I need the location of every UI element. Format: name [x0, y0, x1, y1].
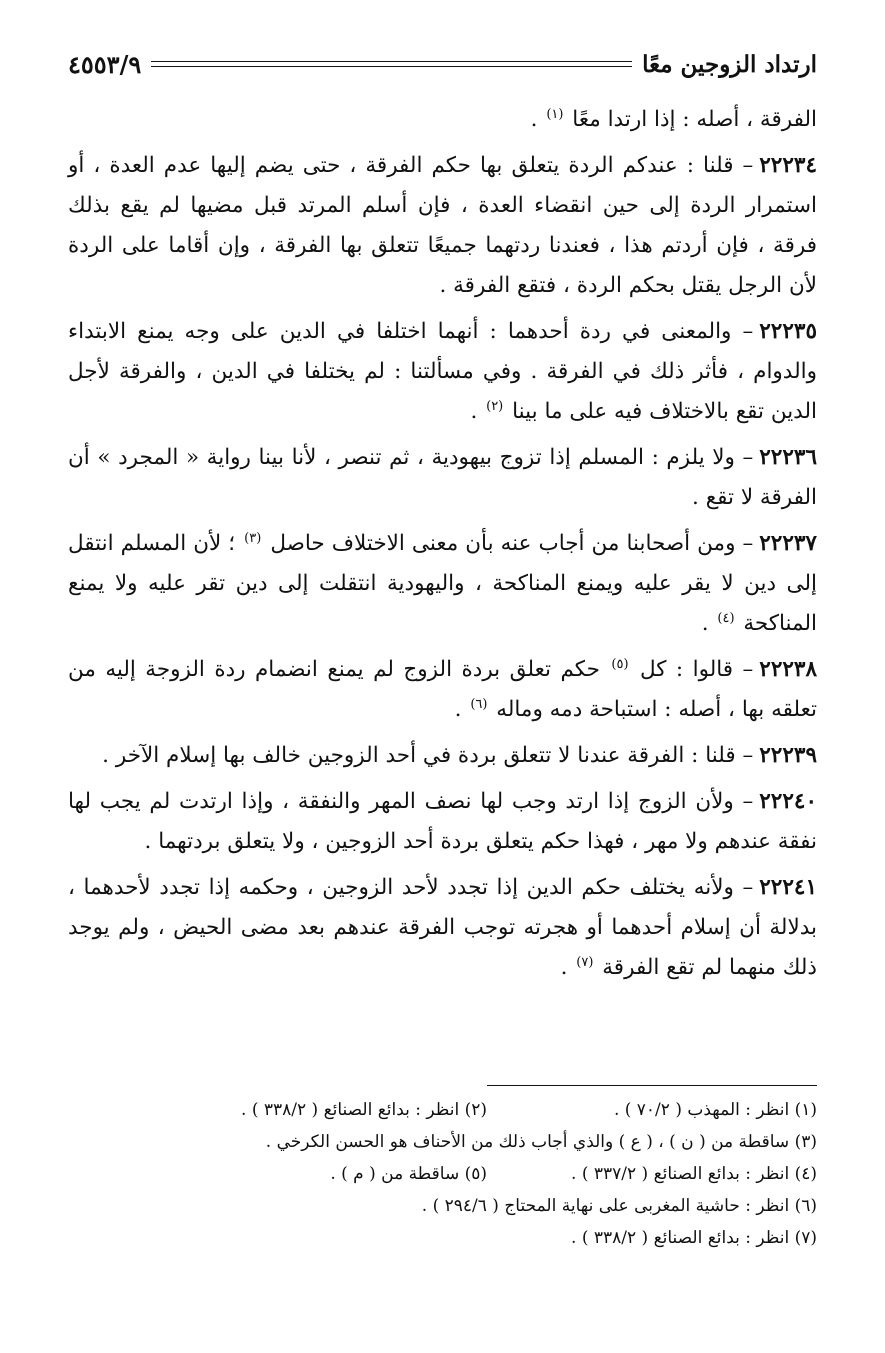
- footnote-7: (٧) انظر : بدائع الصنائع ( ٣٣٨/٢ ) .: [571, 1228, 817, 1248]
- paragraph: [68, 146, 817, 306]
- footnote-ref[interactable]: (٧): [576, 954, 594, 970]
- footnote-3: (٣) ساقطة من ( ن ) ، ( ع ) والذي أجاب ذلك من الأحناف هو الحسن الكرخي .: [265, 1132, 817, 1152]
- paragraph-number: ٢٢٢٣٦: [759, 445, 817, 470]
- footnote-row: [68, 1222, 817, 1254]
- paragraph-number: ٢٢٢٣٨: [759, 657, 818, 682]
- paragraph: [68, 438, 817, 518]
- paragraph-number: ٢٢٢٤٠: [759, 789, 817, 814]
- footnote-5: (٥) ساقطة من ( م ) .: [330, 1164, 487, 1184]
- footnote-6: (٦) انظر : حاشية المغربى على نهاية المحتاج ( ٢٩٤/٦ ) .: [421, 1196, 817, 1216]
- paragraph-text: – قالوا : كل: [639, 657, 754, 682]
- running-header: [68, 44, 817, 84]
- paragraph-tail: .: [701, 611, 716, 636]
- paragraph: [68, 868, 817, 988]
- footnote-2: (٢) انظر : بدائع الصنائع ( ٣٣٨/٢ ) .: [241, 1100, 487, 1120]
- footnote-separator: [487, 1085, 817, 1086]
- chapter-title: ارتداد الزوجين معًا: [642, 50, 817, 78]
- paragraph-tail: ؛ لأن المسلم انتقل إلى دين لا يقر عليه ويمنع المناكحة ، واليهودية انتقلت إلى دين تقر عليه ولا يمنع المناكحة: [68, 531, 817, 636]
- footnote-ref[interactable]: (٣): [244, 530, 262, 546]
- paragraph-text: – ولا يلزم : المسلم إذا تزوج بيهودية ، ثم تنصر ، لأنا بينا رواية « المجرد » أن الفرقة لا تقع .: [68, 445, 817, 510]
- footnote-row: [68, 1094, 817, 1126]
- paragraph-tail: .: [560, 955, 575, 980]
- paragraph: [68, 650, 817, 730]
- footnote-ref[interactable]: (٢): [486, 398, 504, 414]
- header-double-rule: [151, 61, 632, 67]
- footnote-1: (١) انظر : المهذب ( ٧٠/٢ ) .: [613, 1100, 817, 1120]
- footnote-ref[interactable]: (١): [546, 106, 564, 122]
- paragraph-number: ٢٢٢٣٧: [759, 531, 817, 556]
- footnotes: [68, 1094, 817, 1254]
- paragraph-text: – ومن أصحابنا من أجاب عنه بأن معنى الاختلاف حاصل: [270, 531, 754, 556]
- paragraph: [68, 100, 817, 140]
- paragraph-number: ٢٢٢٣٤: [759, 153, 817, 178]
- paragraph-text: – قلنا : الفرقة عندنا لا تتعلق بردة في أحد الزوجين خالف بها إسلام الآخر .: [102, 743, 754, 768]
- paragraph: [68, 312, 817, 432]
- paragraph-text: – ولأنه يختلف حكم الدين إذا تجدد لأحد الزوجين ، وحكمه إذا تجدد لأحدهما ، بدلالة أن إسلام أحدهما أو هجرته توجب الفرقة عندهم بعد مضى الحيض ، ولم يوجد ذلك منهما لم تقع الفرقة: [68, 875, 817, 980]
- paragraph-text: – قلنا : عندكم الردة يتعلق بها حكم الفرقة ، حتى يضم إليها عدم العدة ، أو استمرار الردة إلى حين انقضاء العدة ، فإن أسلم المرتد قبل مضيها لم يقع بذلك فرقة ، فإن أردتم هذا ، فعندنا ردتهما جميعًا تتعلق بها الفرقة ، وإن أقاما على الردة لأن الرجل يقتل بحكم الردة ، فتقع الفرقة .: [68, 153, 817, 298]
- footnote-row: [68, 1158, 817, 1190]
- paragraph-tail: .: [530, 107, 545, 132]
- paragraph: [68, 524, 817, 644]
- paragraph-number: ٢٢٢٣٥: [759, 319, 817, 344]
- main-text: [68, 100, 817, 994]
- paragraph-text: – والمعنى في ردة أحدهما : أنهما اختلفا في الدين على وجه يمنع الابتداء والدوام ، فأثر ذلك في الفرقة . وفي مسألتنا : لم يختلفا في الدين ، والفرقة لأجل الدين تقع بالاختلاف فيه على ما بينا: [68, 319, 817, 424]
- page-number: ٤٥٥٣/٩: [68, 49, 142, 79]
- footnote-ref[interactable]: (٦): [470, 696, 488, 712]
- paragraph: [68, 782, 817, 862]
- footnote-row: [68, 1126, 817, 1158]
- footnote-4: (٤) انظر : بدائع الصنائع ( ٣٣٧/٢ ) .: [571, 1164, 817, 1184]
- footnote-ref[interactable]: (٥): [611, 656, 629, 672]
- paragraph-number: ٢٢٢٣٩: [759, 743, 817, 768]
- paragraph-tail: .: [470, 399, 485, 424]
- paragraph-tail: حكم تعلق بردة الزوج لم يمنع انضمام ردة الزوجة إليه من تعلقه بها ، أصله : استباحة دمه وماله: [68, 657, 817, 722]
- footnote-row: [68, 1190, 817, 1222]
- paragraph: [68, 736, 817, 776]
- footnote-ref[interactable]: (٤): [717, 610, 735, 626]
- paragraph-number: ٢٢٢٤١: [759, 875, 817, 900]
- paragraph-text: الفرقة ، أصله : إذا ارتدا معًا: [572, 107, 817, 132]
- paragraph-text: – ولأن الزوج إذا ارتد وجب لها نصف المهر والنفقة ، وإذا ارتدت لم يجب لها نفقة عندهم ولا مهر ، فهذا حكم يتعلق بردة أحد الزوجين ، ولا يتعلق بردتهما .: [68, 789, 817, 854]
- paragraph-tail: .: [454, 697, 469, 722]
